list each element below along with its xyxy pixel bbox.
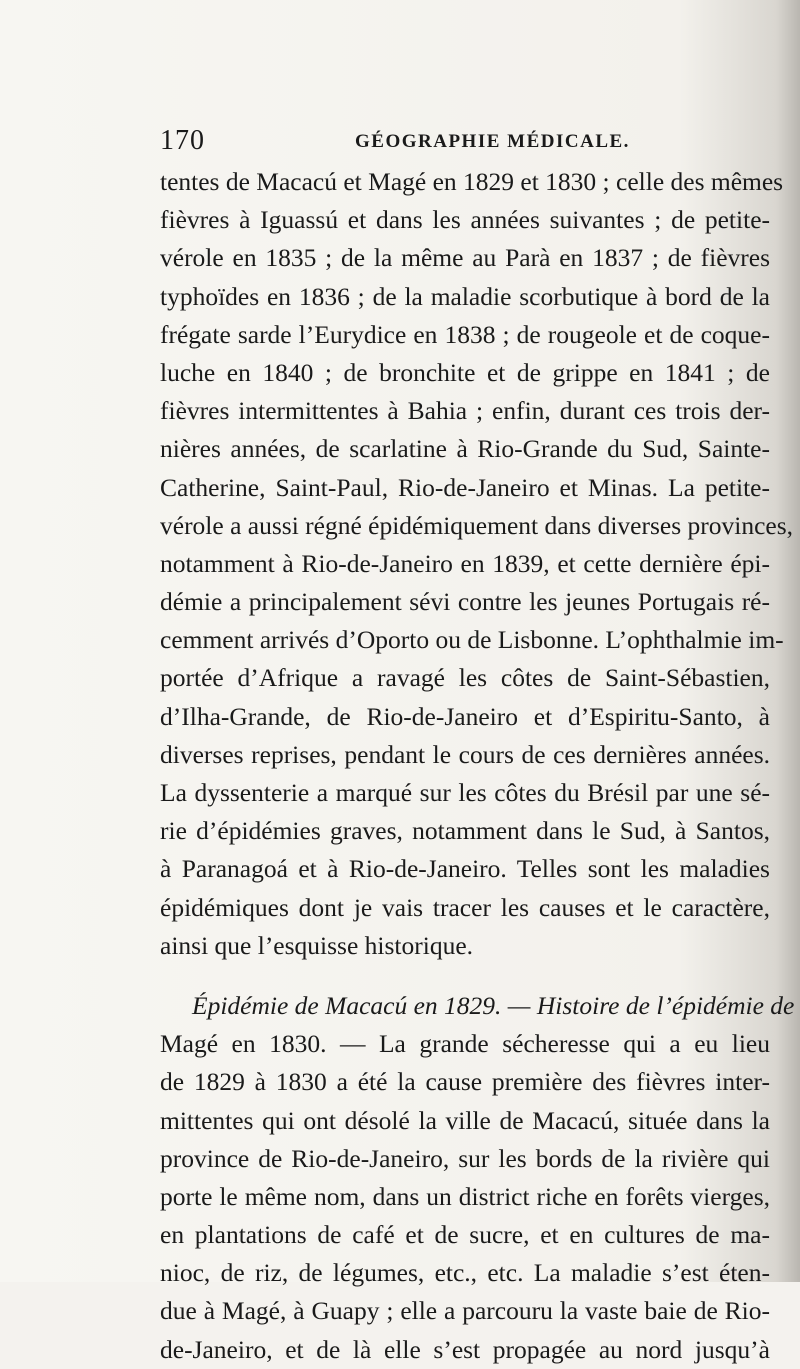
paragraph-1 [160, 163, 794, 965]
body-text [160, 163, 795, 1369]
text-line: diverses reprises, pendant le cours de ces dernières années. [160, 739, 770, 769]
text-line: Magé en 1830. — La grande sécheresse qui a eu lieu [160, 1029, 770, 1059]
text-line: à Paranagoá et à Rio-de-Janeiro. Telles sont les maladies [160, 854, 770, 884]
text-line: démie a principalement sévi contre les jeunes Portugais ré- [160, 587, 770, 617]
text-line: province de Rio-de-Janeiro, sur les bords de la rivière qui [160, 1143, 770, 1173]
text-line: due à Magé, à Guapy ; elle a parcouru la vaste baie de Rio- [160, 1296, 770, 1326]
text-line: fièvres à Iguassú et dans les années suivantes ; de petite- [160, 205, 770, 235]
running-head: GÉOGRAPHIE MÉDICALE. [355, 131, 630, 152]
text-line: tentes de Macacú et Magé en 1829 et 1830 ; celle des mêmes [160, 167, 784, 196]
text-line: vérole en 1835 ; de la même au Parà en 1837 ; de fièvres [160, 243, 770, 273]
text-line: La dyssenterie a marqué sur les côtes du Brésil par une sé- [160, 778, 770, 807]
text-line: nières années, de scarlatine à Rio-Grande du Sud, Sainte- [160, 434, 770, 464]
text-line: ainsi que l’esquisse historique. [160, 930, 474, 960]
text-line: épidémiques dont je vais tracer les causes et le caractère, [160, 892, 770, 922]
text-line: notamment à Rio-de-Janeiro en 1839, et cette dernière épi- [160, 548, 770, 578]
page-number: 170 [160, 125, 205, 156]
text-line: nioc, de riz, de légumes, etc., etc. La maladie s’est éten- [160, 1258, 770, 1288]
section-heading-line: Épidémie de Macacú en 1829. — Histoire de l’épidémie de [192, 990, 795, 1020]
text-line: Catherine, Saint-Paul, Rio-de-Janeiro et Minas. La petite- [160, 472, 770, 502]
text-line: de 1829 à 1830 a été la cause première des fièvres inter- [160, 1067, 770, 1097]
text-line: rie d’épidémies graves, notamment dans le Sud, à Santos, [160, 816, 770, 846]
text-line: d’Ilha-Grande, de Rio-de-Janeiro et d’Espiritu-Santo, à [160, 701, 770, 731]
text-line: de-Janeiro, et de là elle s’est propagée au nord jusqu’à [160, 1334, 770, 1364]
text-line: frégate sarde l’Eurydice en 1838 ; de rougeole et de coque- [160, 319, 770, 349]
text-line: mittentes qui ont désolé la ville de Macacú, située dans la [160, 1105, 770, 1135]
paragraph-gap [160, 965, 770, 987]
text-line: porte le même nom, dans un district riche en forêts vierges, [160, 1181, 770, 1211]
text-line: vérole a aussi régné épidémiquement dans diverses provinces, [160, 510, 794, 540]
page-header [160, 125, 780, 161]
text-line: luche en 1840 ; de bronchite et de grippe en 1841 ; de [160, 357, 770, 387]
paragraph-2 [160, 987, 795, 1369]
text-line: fièvres intermittentes à Bahia ; enfin, durant ces trois der- [160, 396, 770, 426]
text-line: en plantations de café et de sucre, et en cultures de ma- [160, 1220, 770, 1250]
text-line: cemment arrivés d’Oporto ou de Lisbonne. L’ophthalmie im- [160, 625, 784, 655]
text-line: portée d’Afrique a ravagé les côtes de Saint-Sébastien, [160, 663, 770, 693]
text-line: typhoïdes en 1836 ; de la maladie scorbutique à bord de la [160, 281, 770, 311]
